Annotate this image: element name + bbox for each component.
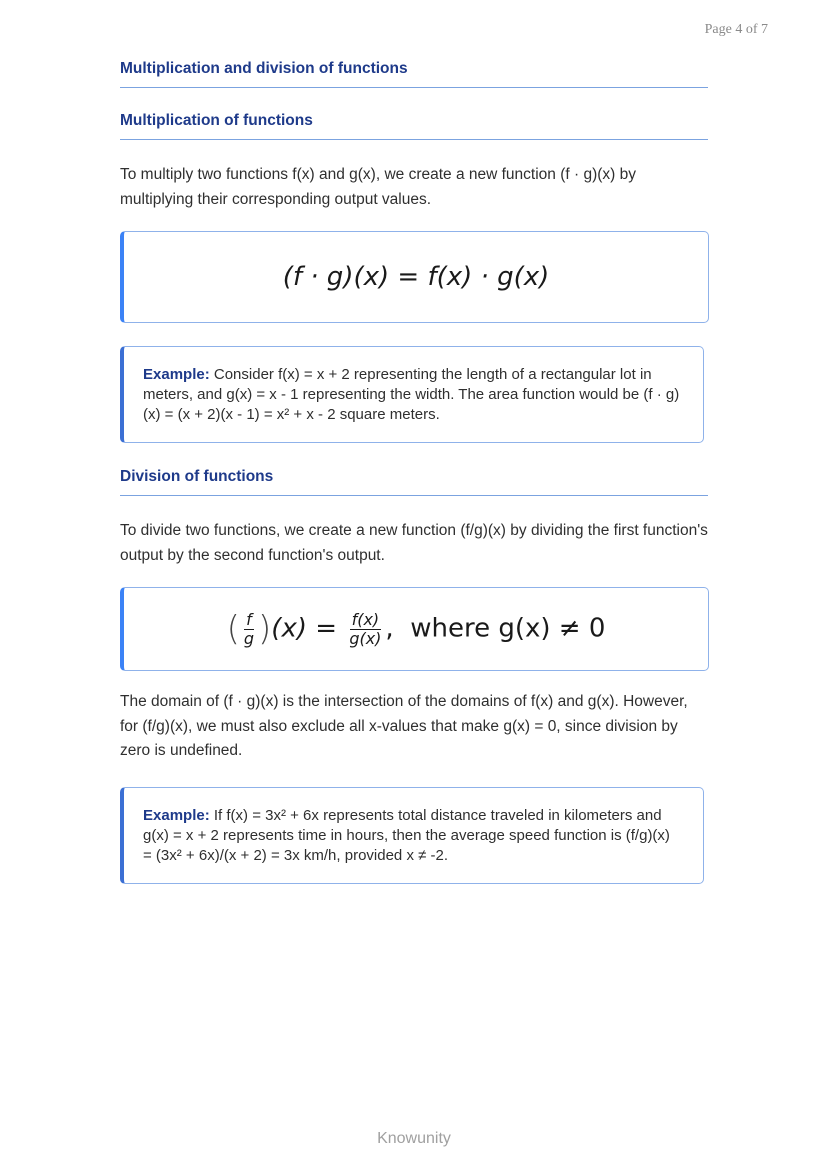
multiplication-formula-box xyxy=(120,231,709,323)
division-formula: ( $\frac{f}{g}$ )(x) = $\frac{f(x)}{g(x)}$ , where g(x) ≠ 0 xyxy=(226,609,606,649)
division-heading: Division of functions xyxy=(120,468,708,496)
formula-rhs: f(x) · g(x) xyxy=(427,262,550,292)
lhs-denominator: g xyxy=(243,628,255,648)
formula-equals: = xyxy=(315,613,338,644)
example-label: Example: xyxy=(143,366,210,383)
example-label: Example: xyxy=(143,807,210,824)
multiplication-example-box xyxy=(120,346,704,443)
formula-equals: = xyxy=(397,262,420,292)
division-formula-box xyxy=(120,587,709,671)
division-example xyxy=(143,806,681,866)
lhs-fraction xyxy=(242,611,256,648)
footer-brand: Knowunity xyxy=(377,1130,451,1147)
lhs-numerator: f xyxy=(246,609,252,629)
rhs-fraction xyxy=(347,611,383,648)
page-indicator: Page 4 of 7 xyxy=(704,22,768,37)
lhs-argument: (x) xyxy=(271,613,307,644)
formula-condition: where g(x) ≠ 0 xyxy=(410,613,606,644)
multiplication-formula xyxy=(283,262,550,292)
example-text: If f(x) = 3x² + 6x represents total distance traveled in kilometers and g(x) = x + 2 represents time in hours, then the average speed function is (f/g)(x) = (3x² + 6x)/(x + 2) = 3x km/h, provided x ≠ -2. xyxy=(143,807,670,864)
multiplication-heading: Multiplication of functions xyxy=(120,112,708,140)
multiplication-intro: To multiply two functions f(x) and g(x), we create a new function (f · g)(x) by multiplying their corresponding output values. xyxy=(120,166,636,208)
multiplication-example xyxy=(143,365,681,425)
example-text: Consider f(x) = x + 2 representing the length of a rectangular lot in meters, and g(x) = x - 1 representing the width. The area function would be (f · g)(x) = (x + 2)(x - 1) = x² + x - 2 square meters. xyxy=(143,366,680,423)
main-heading: Multiplication and division of functions xyxy=(120,60,708,88)
division-intro: To divide two functions, we create a new function (f/g)(x) by dividing the first function's output by the second function's output. xyxy=(120,522,708,564)
domain-note: The domain of (f · g)(x) is the intersection of the domains of f(x) and g(x). However, for (f/g)(x), we must also exclude all x-values that make g(x) = 0, since division by zero is undefined. xyxy=(120,693,688,759)
formula-lhs: (f · g)(x) xyxy=(282,262,390,292)
rhs-numerator: f(x) xyxy=(351,609,380,629)
division-example-box xyxy=(120,787,704,884)
rhs-denominator: g(x) xyxy=(349,628,382,648)
